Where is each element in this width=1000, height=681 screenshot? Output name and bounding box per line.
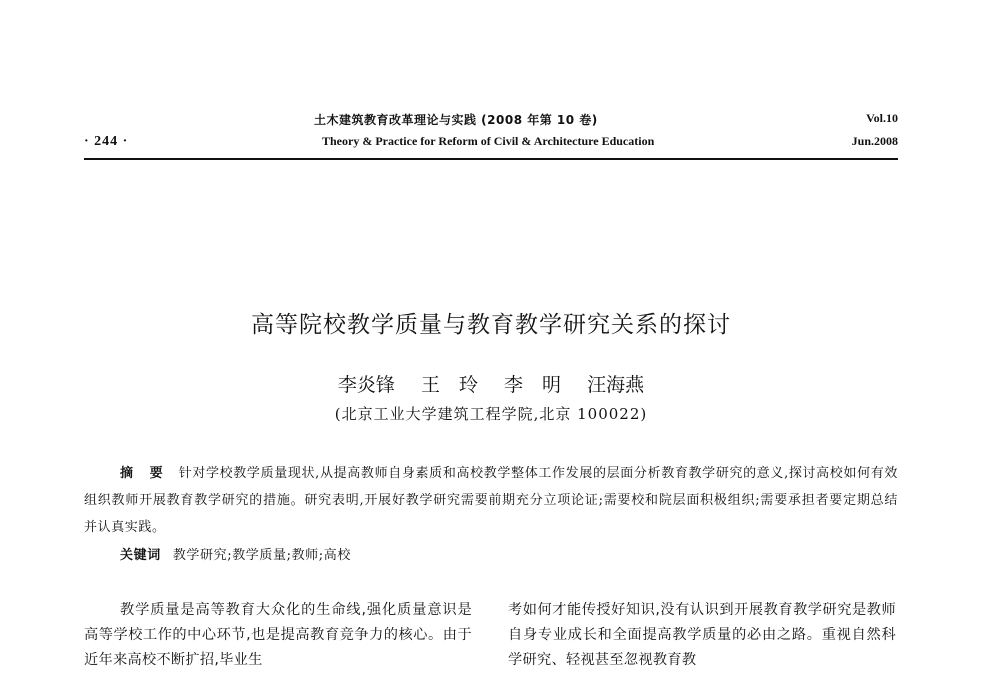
keywords (120, 542, 898, 569)
body-column-left: 教学质量是高等教育大众化的生命线,强化质量意识是高等学校工作的中心环节,也是提高教育竞争力的核心。由于近年来高校不断扩招,毕业生 (84, 602, 472, 668)
volume-label: Vol.10 (866, 111, 898, 125)
keywords-label: 关键词 (120, 548, 161, 563)
journal-title-en: Theory & Practice for Reform of Civil & Architecture Education (322, 134, 655, 148)
journal-title-cn: 土木建筑教育改革理论与实践 (2008 年第 10 卷) (314, 113, 598, 127)
author-name: 汪海燕 (587, 374, 645, 396)
abstract-text: 针对学校教学质量现状,从提高教师自身素质和高校教学整体工作发展的层面分析教育教学研究的意义,探讨高校如何有效组织教师开展教育教学研究的措施。研究表明,开展好教学研究需要前期充分立项论证;需要校和院层面积极组织;需要承担者要定期总结并认真实践。 (84, 466, 898, 535)
author-affiliation: (北京工业大学建筑工程学院,北京 100022) (334, 405, 648, 423)
header-divider (84, 158, 898, 160)
body-column-right: 考如何才能传授好知识,没有认识到开展教育教学研究是教师自身专业成长和全面提高教学质量的必由之路。重视自然科学研究、轻视甚至忽视教育教 (508, 602, 896, 668)
abstract (84, 460, 898, 541)
author-name: 李炎锋 (337, 374, 395, 396)
abstract-label: 摘 要 (120, 466, 169, 481)
article-title: 高等院校教学质量与教育教学研究关系的探讨 (251, 312, 731, 338)
author-list (84, 370, 898, 397)
page-number: · 244 · (84, 134, 129, 149)
keywords-text: 教学研究;教学质量;教师;高校 (172, 548, 351, 563)
author-name: 王 玲 (420, 374, 478, 396)
author-name: 李 明 (504, 374, 562, 396)
issue-date: Jun.2008 (851, 134, 898, 148)
running-header (84, 108, 898, 160)
